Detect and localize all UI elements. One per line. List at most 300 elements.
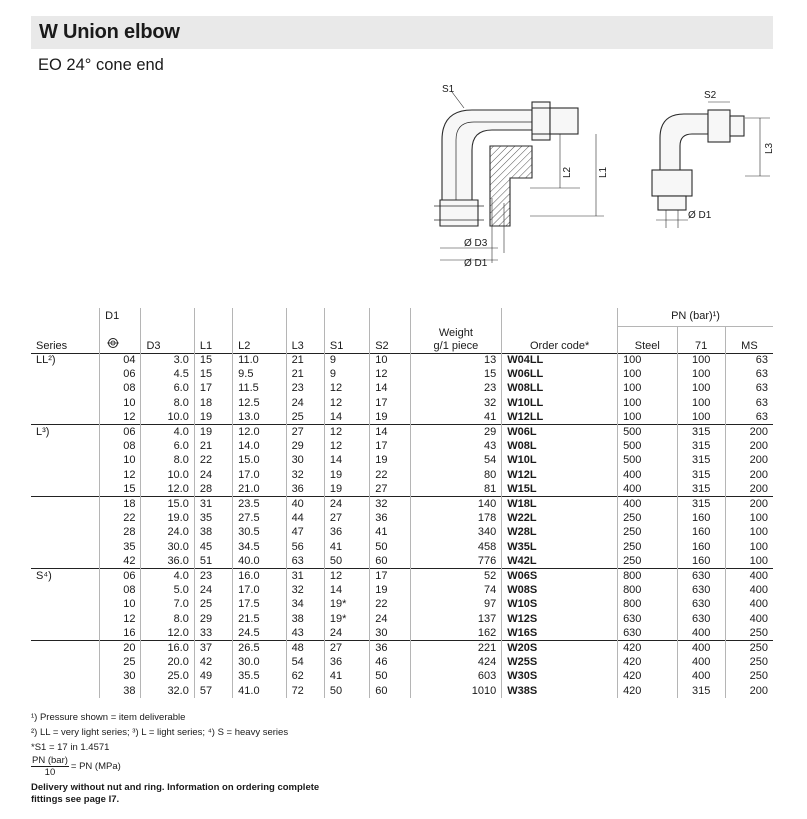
cell-ms: 100 <box>725 526 773 540</box>
cell-d1: 15 <box>100 483 141 497</box>
cell-l1: 31 <box>194 497 232 511</box>
cell-d3: 5.0 <box>141 583 194 597</box>
cell-d3: 12.0 <box>141 626 194 640</box>
cell-s1: 9 <box>324 367 369 381</box>
col-d1-label: D1 <box>100 308 141 326</box>
cell-d1: 38 <box>100 684 141 698</box>
cell-series <box>31 468 100 482</box>
cell-l2: 11.0 <box>233 353 286 367</box>
col-weight <box>410 326 502 353</box>
title-bar <box>31 16 773 49</box>
table-row <box>31 598 773 612</box>
pipe-od-icon <box>107 337 119 349</box>
cell-steel: 500 <box>618 425 677 439</box>
cell-weight: 43 <box>410 439 502 453</box>
cell-steel: 630 <box>618 626 677 640</box>
cell-ms: 63 <box>725 396 773 410</box>
cell-l2: 15.0 <box>233 454 286 468</box>
cell-p71: 400 <box>677 655 725 669</box>
cell-d3: 6.0 <box>141 382 194 396</box>
cell-p71: 100 <box>677 411 725 425</box>
cell-l1: 24 <box>194 583 232 597</box>
cell-s1: 41 <box>324 540 369 554</box>
cell-d1: 25 <box>100 655 141 669</box>
cell-ms: 400 <box>725 612 773 626</box>
cell-s2: 17 <box>370 569 410 583</box>
cell-l3: 47 <box>286 526 324 540</box>
cell-d3: 32.0 <box>141 684 194 698</box>
table-row <box>31 684 773 698</box>
union-elbow-drawing <box>420 78 780 278</box>
cell-s1: 19 <box>324 468 369 482</box>
cell-s1: 19* <box>324 598 369 612</box>
col-weight-line2: g/1 piece <box>433 339 479 352</box>
cell-steel: 250 <box>618 526 677 540</box>
cell-l2: 12.0 <box>233 425 286 439</box>
cell-weight: 162 <box>410 626 502 640</box>
table-row <box>31 626 773 640</box>
cell-steel: 630 <box>618 612 677 626</box>
col-d3: D3 <box>141 326 194 353</box>
cell-code: W15L <box>502 483 618 497</box>
cell-steel: 800 <box>618 598 677 612</box>
cell-l2: 34.5 <box>233 540 286 554</box>
cell-l1: 57 <box>194 684 232 698</box>
cell-l2: 17.5 <box>233 598 286 612</box>
cell-code: W06S <box>502 569 618 583</box>
cell-l3: 21 <box>286 353 324 367</box>
cell-l3: 25 <box>286 411 324 425</box>
cell-l1: 19 <box>194 425 232 439</box>
cell-steel: 250 <box>618 511 677 525</box>
cell-weight: 54 <box>410 454 502 468</box>
cell-s1: 9 <box>324 353 369 367</box>
table-row <box>31 367 773 381</box>
cell-ms: 200 <box>725 425 773 439</box>
cell-code: W30S <box>502 670 618 684</box>
cell-s1: 36 <box>324 526 369 540</box>
table-row <box>31 439 773 453</box>
cell-ms: 200 <box>725 454 773 468</box>
cell-l3: 24 <box>286 396 324 410</box>
cell-steel: 420 <box>618 641 677 655</box>
delivery-note <box>31 782 319 806</box>
cell-s2: 14 <box>370 425 410 439</box>
cell-l3: 29 <box>286 439 324 453</box>
cell-l1: 42 <box>194 655 232 669</box>
conversion-result: = PN (MPa) <box>70 761 121 773</box>
cell-s1: 27 <box>324 511 369 525</box>
cell-series <box>31 612 100 626</box>
cell-p71: 630 <box>677 583 725 597</box>
cell-series: L³) <box>31 425 100 439</box>
cell-s2: 41 <box>370 526 410 540</box>
cell-code: W20S <box>502 641 618 655</box>
cell-s1: 36 <box>324 655 369 669</box>
page-subtitle: EO 24° cone end <box>38 56 164 74</box>
cell-l1: 51 <box>194 554 232 568</box>
fraction-denominator: 10 <box>44 767 56 778</box>
cell-l3: 31 <box>286 569 324 583</box>
cell-s2: 24 <box>370 612 410 626</box>
cell-p71: 400 <box>677 670 725 684</box>
cell-s1: 19 <box>324 483 369 497</box>
cell-d3: 8.0 <box>141 396 194 410</box>
cell-code: W12L <box>502 468 618 482</box>
cell-steel: 420 <box>618 684 677 698</box>
cell-weight: 603 <box>410 670 502 684</box>
cell-d1: 08 <box>100 583 141 597</box>
col-l3: L3 <box>286 326 324 353</box>
cell-d3: 3.0 <box>141 353 194 367</box>
cell-l2: 35.5 <box>233 670 286 684</box>
cell-d1: 20 <box>100 641 141 655</box>
cell-series <box>31 511 100 525</box>
cell-weight: 29 <box>410 425 502 439</box>
cell-s2: 46 <box>370 655 410 669</box>
cell-ms: 400 <box>725 598 773 612</box>
cell-series <box>31 670 100 684</box>
cell-d1: 35 <box>100 540 141 554</box>
cell-l3: 56 <box>286 540 324 554</box>
cell-s1: 24 <box>324 497 369 511</box>
cell-steel: 500 <box>618 439 677 453</box>
cell-weight: 140 <box>410 497 502 511</box>
cell-d1: 18 <box>100 497 141 511</box>
cell-s2: 17 <box>370 439 410 453</box>
cell-s2: 10 <box>370 353 410 367</box>
cell-l2: 17.0 <box>233 583 286 597</box>
cell-l2: 14.0 <box>233 439 286 453</box>
cell-l1: 38 <box>194 526 232 540</box>
cell-l1: 35 <box>194 511 232 525</box>
table-row <box>31 583 773 597</box>
cell-d3: 10.0 <box>141 468 194 482</box>
technical-drawings <box>420 78 780 278</box>
cell-ms: 63 <box>725 367 773 381</box>
cell-series <box>31 367 100 381</box>
cell-series <box>31 483 100 497</box>
cell-ms: 250 <box>725 641 773 655</box>
table-row <box>31 353 773 367</box>
cell-d3: 10.0 <box>141 411 194 425</box>
cell-steel: 100 <box>618 396 677 410</box>
cell-l3: 34 <box>286 598 324 612</box>
cell-steel: 400 <box>618 483 677 497</box>
cell-p71: 630 <box>677 612 725 626</box>
cell-weight: 52 <box>410 569 502 583</box>
cell-code: W04LL <box>502 353 618 367</box>
col-weight-line1: Weight <box>438 326 473 339</box>
cell-s1: 50 <box>324 554 369 568</box>
cell-d3: 8.0 <box>141 454 194 468</box>
cell-code: W10L <box>502 454 618 468</box>
cell-l2: 9.5 <box>233 367 286 381</box>
cell-l3: 32 <box>286 468 324 482</box>
label-d1: Ø D1 <box>464 258 488 269</box>
cell-s1: 12 <box>324 382 369 396</box>
table-row <box>31 425 773 439</box>
label-d3: Ø D3 <box>464 238 488 249</box>
table-row <box>31 540 773 554</box>
cell-code: W06L <box>502 425 618 439</box>
cell-p71: 160 <box>677 554 725 568</box>
table-row <box>31 526 773 540</box>
cell-weight: 424 <box>410 655 502 669</box>
cell-s1: 12 <box>324 569 369 583</box>
delivery-note-line1: Delivery without nut and ring. Information on ordering complete <box>31 782 320 793</box>
label-s1: S1 <box>442 84 455 95</box>
cell-d1: 16 <box>100 626 141 640</box>
cell-l2: 16.0 <box>233 569 286 583</box>
cell-d3: 4.5 <box>141 367 194 381</box>
cell-series <box>31 526 100 540</box>
cell-weight: 221 <box>410 641 502 655</box>
cell-l3: 40 <box>286 497 324 511</box>
col-s1: S1 <box>324 326 369 353</box>
cell-code: W35L <box>502 540 618 554</box>
cell-p71: 315 <box>677 454 725 468</box>
cell-s2: 60 <box>370 684 410 698</box>
footnote-1: ¹) Pressure shown = item deliverable <box>31 712 186 723</box>
cell-steel: 420 <box>618 655 677 669</box>
cell-code: W10LL <box>502 396 618 410</box>
cell-series <box>31 439 100 453</box>
cell-l3: 23 <box>286 382 324 396</box>
cell-p71: 315 <box>677 439 725 453</box>
cell-l3: 44 <box>286 511 324 525</box>
cell-p71: 160 <box>677 511 725 525</box>
cell-d3: 20.0 <box>141 655 194 669</box>
cell-d1: 12 <box>100 411 141 425</box>
cell-ms: 250 <box>725 655 773 669</box>
cell-p71: 315 <box>677 468 725 482</box>
cell-p71: 630 <box>677 598 725 612</box>
table-row <box>31 382 773 396</box>
cell-s1: 12 <box>324 396 369 410</box>
label-l3: L3 <box>764 142 775 154</box>
cell-s2: 36 <box>370 641 410 655</box>
cell-d3: 6.0 <box>141 439 194 453</box>
cell-l3: 30 <box>286 454 324 468</box>
cell-l3: 36 <box>286 483 324 497</box>
cell-weight: 458 <box>410 540 502 554</box>
cell-s2: 19 <box>370 583 410 597</box>
cell-l1: 15 <box>194 367 232 381</box>
cell-d3: 36.0 <box>141 554 194 568</box>
cell-l1: 19 <box>194 411 232 425</box>
cell-l2: 21.5 <box>233 612 286 626</box>
cell-d1: 10 <box>100 396 141 410</box>
footnote-3: *S1 = 17 in 1.4571 <box>31 742 110 753</box>
cell-weight: 137 <box>410 612 502 626</box>
cell-s1: 50 <box>324 684 369 698</box>
cell-series <box>31 684 100 698</box>
cell-code: W28L <box>502 526 618 540</box>
cell-ms: 200 <box>725 439 773 453</box>
cell-l3: 72 <box>286 684 324 698</box>
cell-code: W10S <box>502 598 618 612</box>
cell-l1: 28 <box>194 483 232 497</box>
cell-s1: 14 <box>324 583 369 597</box>
cell-series <box>31 411 100 425</box>
cell-l1: 25 <box>194 598 232 612</box>
cell-l3: 21 <box>286 367 324 381</box>
col-l1: L1 <box>194 326 232 353</box>
label-l2: L2 <box>562 166 573 178</box>
cell-code: W08L <box>502 439 618 453</box>
cell-l1: 18 <box>194 396 232 410</box>
cell-l2: 12.5 <box>233 396 286 410</box>
cell-ms: 400 <box>725 569 773 583</box>
cell-steel: 250 <box>618 540 677 554</box>
table-row <box>31 468 773 482</box>
cell-d1: 12 <box>100 612 141 626</box>
cell-s1: 12 <box>324 439 369 453</box>
cell-p71: 315 <box>677 425 725 439</box>
cell-steel: 250 <box>618 554 677 568</box>
cell-s2: 17 <box>370 396 410 410</box>
cell-l1: 15 <box>194 353 232 367</box>
cell-steel: 100 <box>618 411 677 425</box>
cell-weight: 1010 <box>410 684 502 698</box>
cell-series <box>31 554 100 568</box>
cell-l2: 27.5 <box>233 511 286 525</box>
cell-l1: 33 <box>194 626 232 640</box>
cell-p71: 100 <box>677 396 725 410</box>
cell-d1: 22 <box>100 511 141 525</box>
cell-l3: 63 <box>286 554 324 568</box>
cell-l2: 23.5 <box>233 497 286 511</box>
cell-d3: 16.0 <box>141 641 194 655</box>
cell-d3: 4.0 <box>141 425 194 439</box>
cell-steel: 100 <box>618 353 677 367</box>
cell-s1: 41 <box>324 670 369 684</box>
cell-s2: 60 <box>370 554 410 568</box>
cell-l1: 23 <box>194 569 232 583</box>
table-row <box>31 641 773 655</box>
cell-ms: 100 <box>725 540 773 554</box>
cell-d1: 10 <box>100 454 141 468</box>
cell-ms: 63 <box>725 353 773 367</box>
cell-weight: 97 <box>410 598 502 612</box>
cell-d1: 06 <box>100 367 141 381</box>
col-ms: MS <box>725 326 773 353</box>
cell-ms: 63 <box>725 411 773 425</box>
cell-l1: 24 <box>194 468 232 482</box>
label-d1-right: Ø D1 <box>688 210 712 221</box>
page-title: W Union elbow <box>39 21 180 43</box>
cell-s2: 30 <box>370 626 410 640</box>
table-row <box>31 569 773 583</box>
cell-weight: 81 <box>410 483 502 497</box>
cell-l2: 21.0 <box>233 483 286 497</box>
cell-series <box>31 598 100 612</box>
cell-d1: 08 <box>100 439 141 453</box>
pressure-conversion <box>31 755 319 778</box>
cell-s1: 27 <box>324 641 369 655</box>
cell-steel: 800 <box>618 569 677 583</box>
cell-weight: 80 <box>410 468 502 482</box>
table-row <box>31 612 773 626</box>
cell-code: W25S <box>502 655 618 669</box>
cell-s1: 12 <box>324 425 369 439</box>
cell-l1: 45 <box>194 540 232 554</box>
cell-l3: 62 <box>286 670 324 684</box>
cell-ms: 200 <box>725 497 773 511</box>
cell-d1: 08 <box>100 382 141 396</box>
cell-p71: 315 <box>677 483 725 497</box>
cell-l2: 41.0 <box>233 684 286 698</box>
cell-weight: 23 <box>410 382 502 396</box>
cell-steel: 100 <box>618 367 677 381</box>
cell-ms: 100 <box>725 511 773 525</box>
cell-p71: 160 <box>677 540 725 554</box>
cell-p71: 400 <box>677 641 725 655</box>
label-s2: S2 <box>704 90 717 101</box>
cell-d1: 42 <box>100 554 141 568</box>
cell-d3: 8.0 <box>141 612 194 626</box>
cell-series <box>31 655 100 669</box>
cell-steel: 100 <box>618 382 677 396</box>
cell-steel: 400 <box>618 497 677 511</box>
table-row <box>31 483 773 497</box>
cell-l3: 48 <box>286 641 324 655</box>
cell-l1: 17 <box>194 382 232 396</box>
cell-d1: 30 <box>100 670 141 684</box>
table-body <box>31 353 773 698</box>
cell-series <box>31 540 100 554</box>
cell-l3: 32 <box>286 583 324 597</box>
cell-code: W42L <box>502 554 618 568</box>
cell-l2: 30.0 <box>233 655 286 669</box>
table-row <box>31 497 773 511</box>
cell-s2: 27 <box>370 483 410 497</box>
cell-series <box>31 626 100 640</box>
cell-l2: 30.5 <box>233 526 286 540</box>
cell-l1: 29 <box>194 612 232 626</box>
cell-ms: 63 <box>725 382 773 396</box>
cell-weight: 74 <box>410 583 502 597</box>
cell-s2: 19 <box>370 411 410 425</box>
cell-s2: 19 <box>370 454 410 468</box>
cell-code: W12S <box>502 612 618 626</box>
cell-s1: 14 <box>324 454 369 468</box>
cell-p71: 315 <box>677 684 725 698</box>
cell-d1: 12 <box>100 468 141 482</box>
cell-d3: 25.0 <box>141 670 194 684</box>
cell-series <box>31 382 100 396</box>
table-row <box>31 655 773 669</box>
cell-d3: 30.0 <box>141 540 194 554</box>
cell-d1: 10 <box>100 598 141 612</box>
cell-d3: 19.0 <box>141 511 194 525</box>
table-row <box>31 511 773 525</box>
cell-weight: 178 <box>410 511 502 525</box>
cell-d3: 12.0 <box>141 483 194 497</box>
cell-ms: 200 <box>725 684 773 698</box>
cell-l1: 37 <box>194 641 232 655</box>
footnote-2: ²) LL = very light series; ³) L = light series; ⁴) S = heavy series <box>31 727 289 738</box>
cell-code: W18L <box>502 497 618 511</box>
cell-steel: 500 <box>618 454 677 468</box>
cell-ms: 250 <box>725 670 773 684</box>
cell-d3: 24.0 <box>141 526 194 540</box>
cell-l1: 22 <box>194 454 232 468</box>
table-row <box>31 411 773 425</box>
cell-s2: 32 <box>370 497 410 511</box>
cell-weight: 15 <box>410 367 502 381</box>
